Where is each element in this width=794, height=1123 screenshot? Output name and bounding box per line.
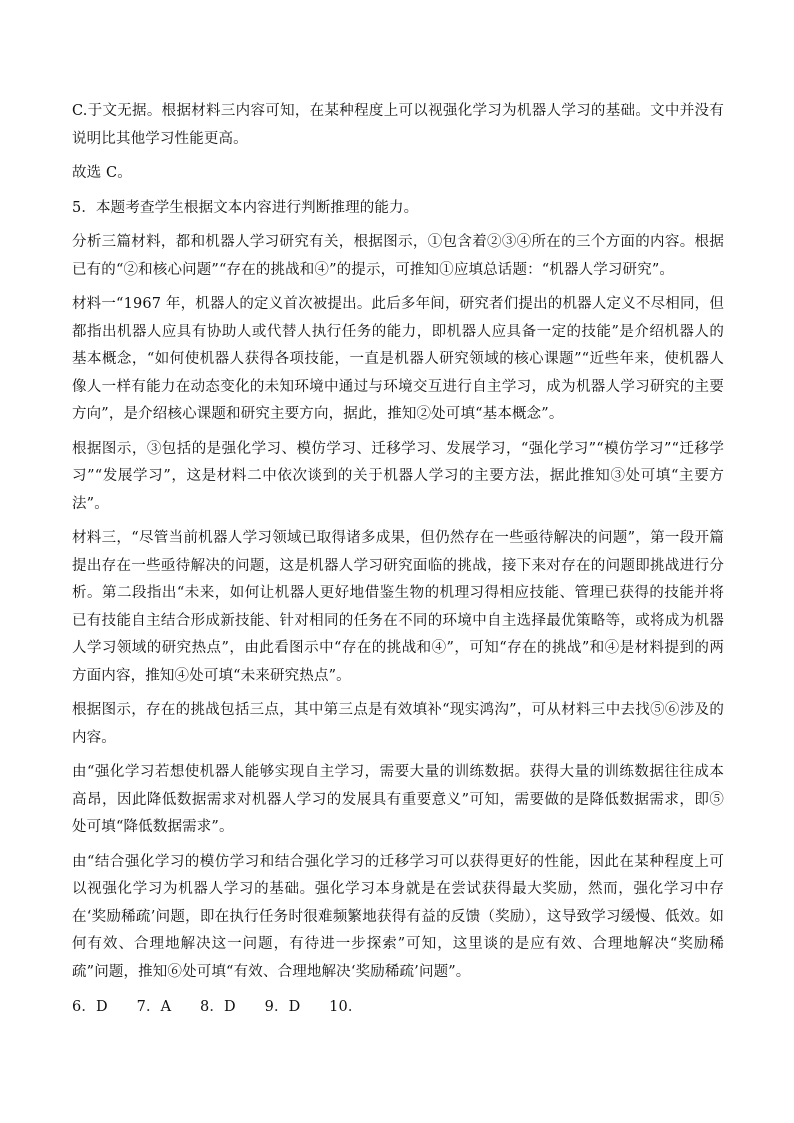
paragraph-choose-c: 故选 C。 [72, 165, 132, 181]
paragraph-question-5-intro: 5．本题考查学生根据文本内容进行判断推理的能力。 [72, 199, 419, 216]
answer-7: 7．A [136, 999, 172, 1015]
paragraph-reward-sparsity: 由“结合强化学习的模仿学习和结合强化学习的迁移学习可以获得更好的性能，因此在某种程度上可以视强化学习为机器人学习的基础。强化学习本身就是在尝试获得最大奖励，然而，强化学习中存在‘奖励稀疏’问题，即在执行任务时很难频繁地获得有益的反馈（奖励），这导致学习缓慢、低效。如何有效、合理地解决这一问题，有待进一步探索”可知，这里谈的是应有效、合理地解决“奖励稀疏”问题，推知⑥处可填“有效、合理地解决‘奖励稀疏’问题”。 [72, 853, 724, 980]
paragraph-material-one: 材料一“1967 年，机器人的定义首次被提出。此后多年间，研究者们提出的机器人定义不尽相同，但都指出机器人应具有协助人或代替人执行任务的能力，即机器人应具备一定的技能”是介绍机器人的基本概念，“如何使机器人获得各项技能，一直是机器人研究领域的核心课题”“近些年来，使机器人像人一样有能力在动态变化的未知环境中通过与环境交互进行自主学习，成为机器人学习研究的主要方向”，是介绍核心课题和研究主要方向，据此，推知②处可填“基本概念”。 [72, 296, 724, 422]
paragraph-material-three: 材料三，“尽管当前机器人学习领域已取得诸多成果，但仍然存在一些亟待解决的问题”，第一段开篇提出存在一些亟待解决的问题，这是机器人学习研究面临的挑战，接下来对存在的问题即挑战进行分析。第二段指出“未来，如何让机器人更好地借鉴生物的机理习得相应技能、管理已获得的技能并将已有技能自主结合形成新技能、针对相同的任务在不同的环境中自主选择最优策略等，或将成为机器人学习领域的研究热点”，由此看图示中“存在的挑战和④”，可知“存在的挑战”和④是材料提到的两方面内容，推知④处可填“未来研究热点”。 [72, 530, 724, 684]
paragraph-reduce-data-demand: 由“强化学习若想使机器人能够实现自主学习，需要大量的训练数据。获得大量的训练数据往往成本高昂，因此降低数据需求对机器人学习的发展具有重要意义”可知，需要做的是降低数据需求，即⑤处可填“降低数据需求”。 [72, 764, 724, 835]
answer-6: 6．D [72, 999, 108, 1015]
answer-8: 8．D [200, 999, 236, 1015]
answer-9: 9．D [264, 999, 301, 1015]
answer-analysis-content [72, 98, 724, 1022]
paragraph-main-methods: 根据图示，③包括的是强化学习、模仿学习、迁移学习、发展学习，“强化学习”“模仿学习”“迁移学习”“发展学习”，这是材料二中依次谈到的关于机器人学习的主要方法，据此推知③处可填“主要方法”。 [72, 440, 724, 512]
answer-10: 10． [329, 999, 363, 1015]
paragraph-analysis-topic: 分析三篇材料，都和机器人学习研究有关，根据图示，①包含着②③④所在的三个方面的内容。根据已有的“②和核心问题”“存在的挑战和④”的提示，可推知①应填总话题：“机器人学习研究”。 [72, 234, 724, 278]
paragraph-option-c-analysis: C.于文无据。根据材料三内容可知，在某种程度上可以视强化学习为机器人学习的基础。文中并没有说明比其他学习性能更高。 [72, 103, 724, 147]
paragraph-challenges: 根据图示，存在的挑战包括三点，其中第三点是有效填补“现实鸿沟”，可从材料三中去找⑤⑥涉及的内容。 [72, 702, 724, 746]
multiple-choice-answers [72, 994, 724, 1022]
